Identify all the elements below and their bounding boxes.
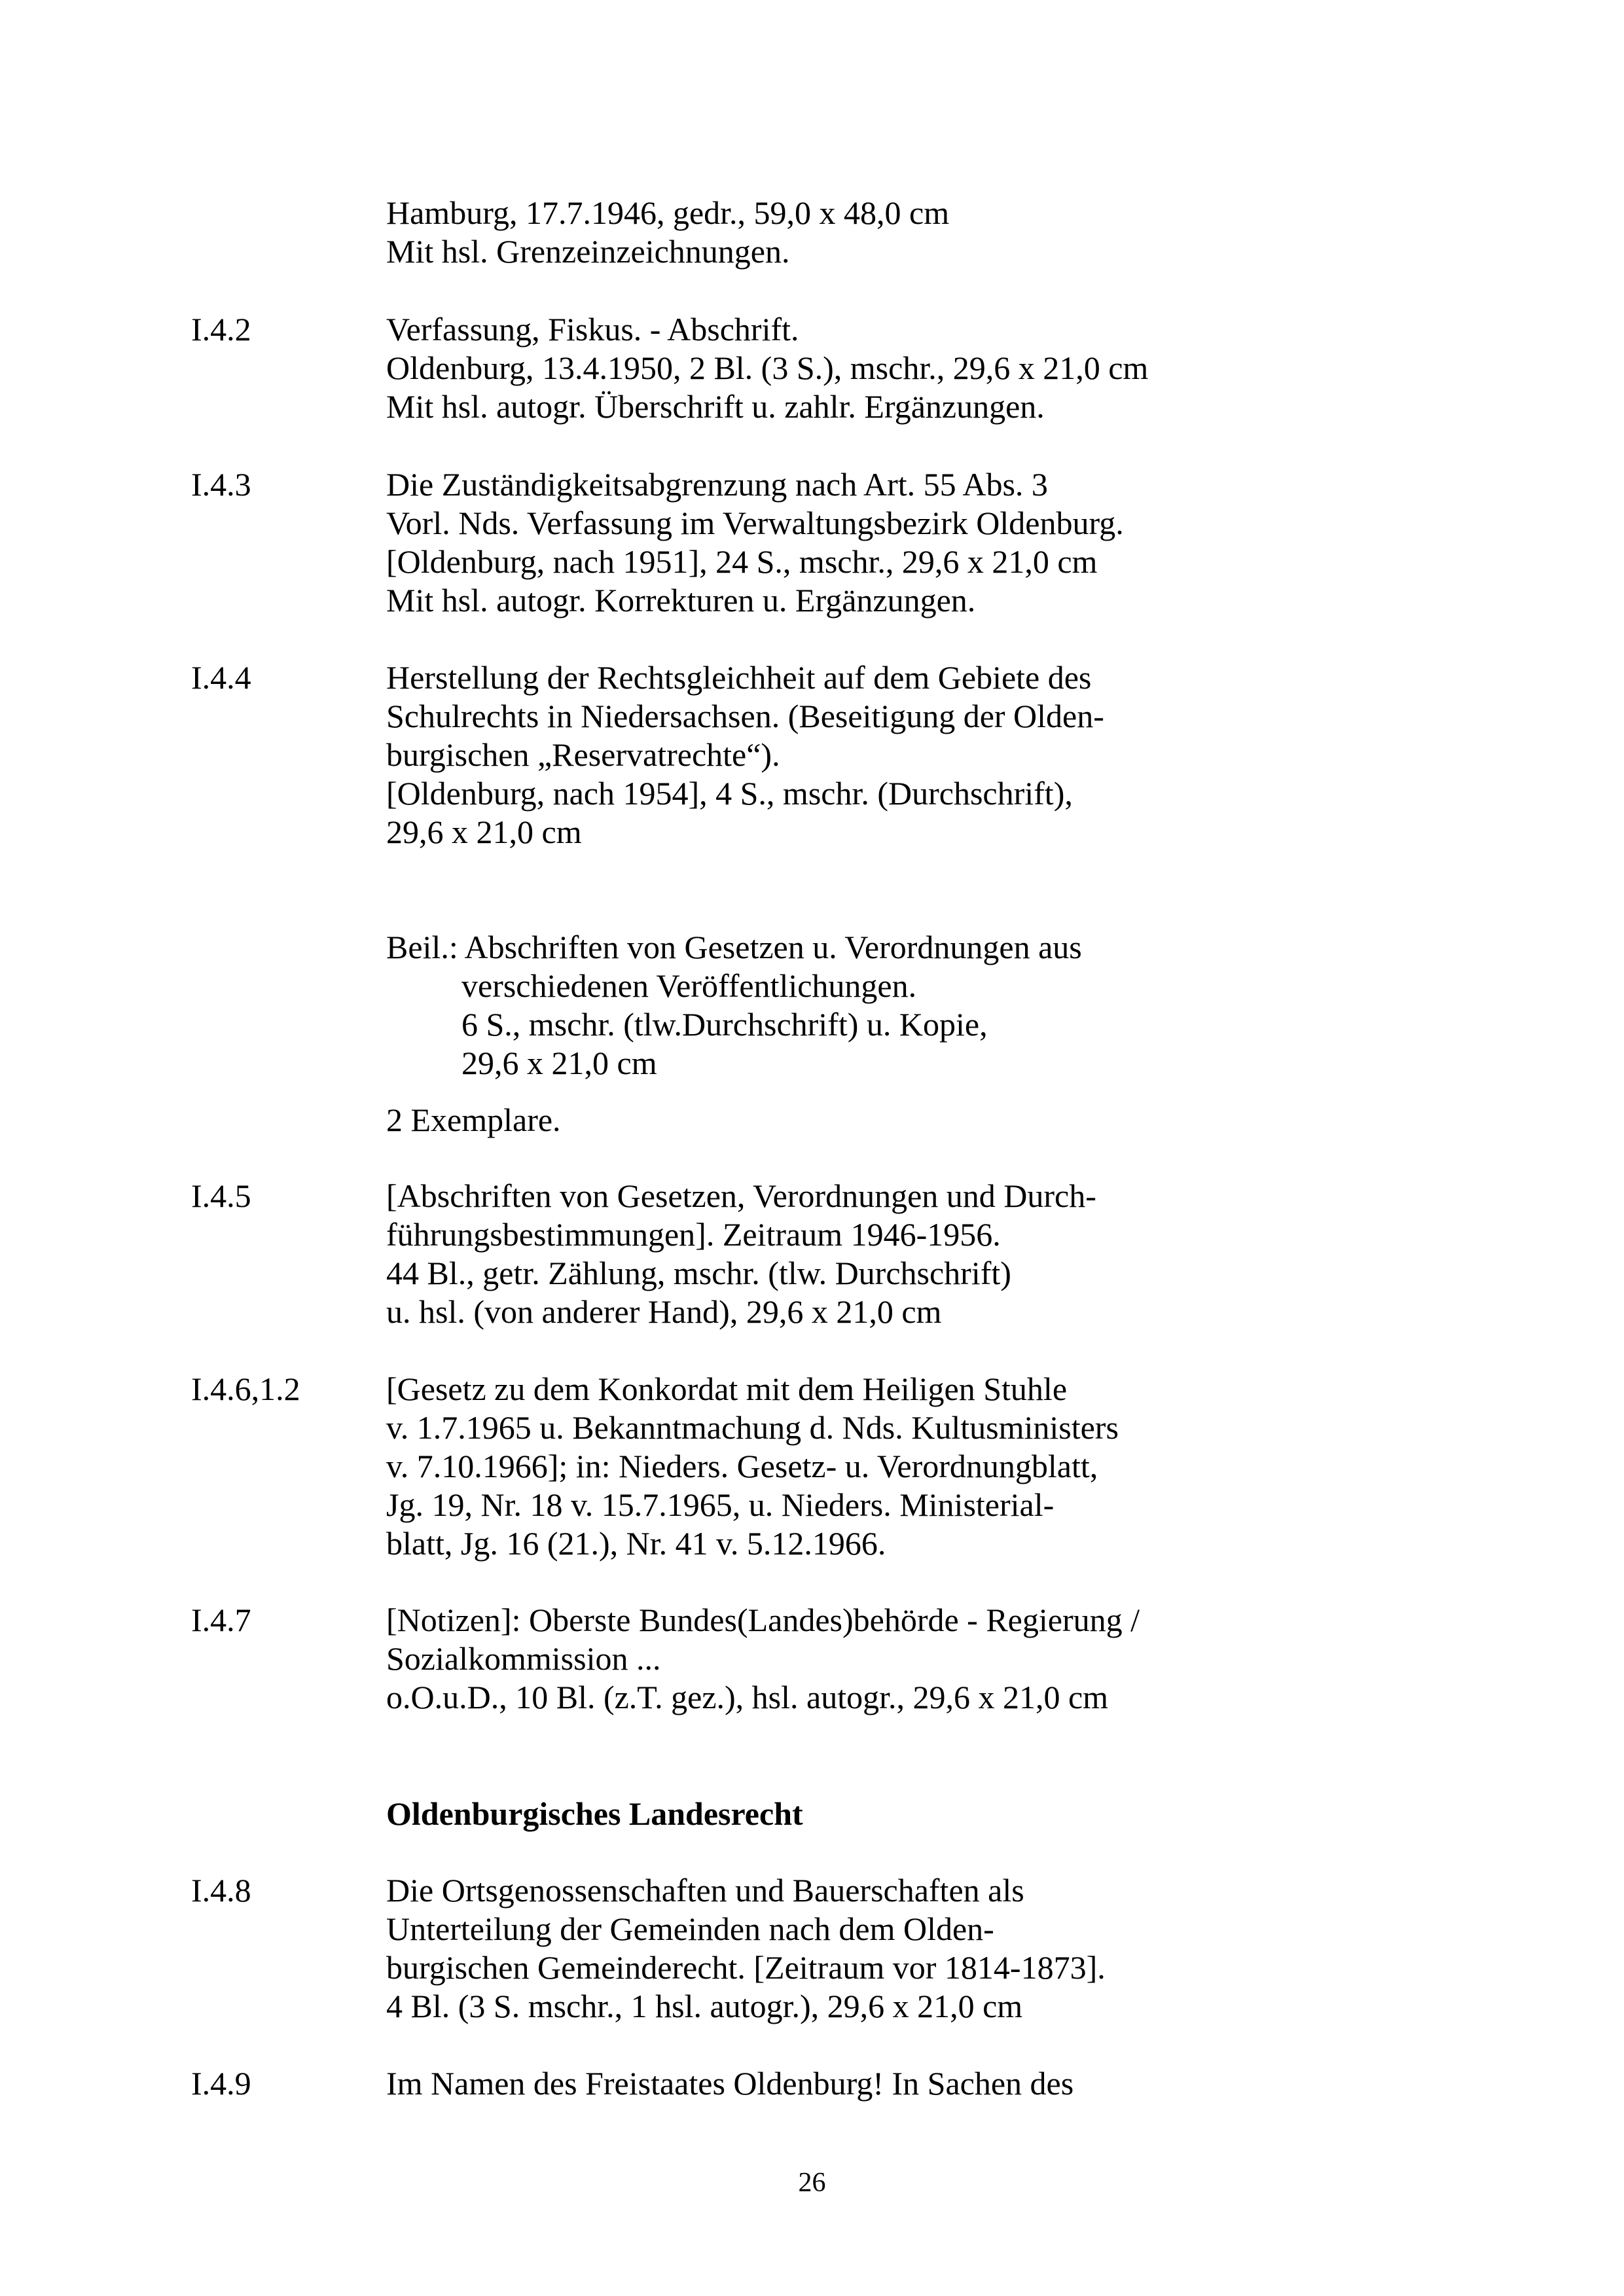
entry-id: I.4.9 xyxy=(191,2065,251,2102)
page-number: 26 xyxy=(798,2168,826,2198)
entry-text-line: Die Zuständigkeitsabgrenzung nach Art. 55 Abs. 3 xyxy=(386,466,1048,503)
entry-text-line: v. 7.10.1966]; in: Nieders. Gesetz- u. Verordnungblatt, xyxy=(386,1448,1098,1484)
entry-text-line: [Gesetz zu dem Konkordat mit dem Heiligen Stuhle xyxy=(386,1371,1068,1407)
copies-note: 2 Exemplare. xyxy=(386,1102,561,1138)
entry-text-line: u. hsl. (von anderer Hand), 29,6 x 21,0 cm xyxy=(386,1293,942,1330)
entry-text-line: Herstellung der Rechtsgleichheit auf dem Gebiete des xyxy=(386,659,1092,696)
section-heading: Oldenburgisches Landesrecht xyxy=(386,1795,803,1832)
enclosure-line: 29,6 x 21,0 cm xyxy=(461,1045,657,1081)
enclosure-line: Beil.: Abschriften von Gesetzen u. Verordnungen aus xyxy=(386,929,1082,965)
entry-id: I.4.3 xyxy=(191,466,251,503)
entry-text-line: führungsbestimmungen]. Zeitraum 1946-1956. xyxy=(386,1216,1001,1253)
entry-text-line: o.O.u.D., 10 Bl. (z.T. gez.), hsl. autogr., 29,6 x 21,0 cm xyxy=(386,1679,1109,1715)
entry-text-line: [Oldenburg, nach 1951], 24 S., mschr., 29,6 x 21,0 cm xyxy=(386,543,1098,580)
entry-id: I.4.2 xyxy=(191,311,251,348)
entry-text-line: Jg. 19, Nr. 18 v. 15.7.1965, u. Nieders. Ministerial- xyxy=(386,1486,1055,1523)
entry-text-line: v. 1.7.1965 u. Bekanntmachung d. Nds. Kultusministers xyxy=(386,1409,1119,1446)
entry-text-line: burgischen „Reservatrechte“). xyxy=(386,736,780,773)
entry-text-line: blatt, Jg. 16 (21.), Nr. 41 v. 5.12.1966. xyxy=(386,1525,886,1562)
entry-id: I.4.8 xyxy=(191,1872,251,1909)
entry-text-line: [Notizen]: Oberste Bundes(Landes)behörde - Regierung / xyxy=(386,1602,1140,1638)
entry-text-line: Mit hsl. Grenzeinzeichnungen. xyxy=(386,233,790,270)
entry-text-line: [Abschriften von Gesetzen, Verordnungen und Durch- xyxy=(386,1177,1096,1214)
entry-text-line: Sozialkommission ... xyxy=(386,1640,661,1677)
entry-text-line: 29,6 x 21,0 cm xyxy=(386,814,582,850)
entry-text-line: Verfassung, Fiskus. - Abschrift. xyxy=(386,311,799,348)
entry-text-line: Vorl. Nds. Verfassung im Verwaltungsbezirk Oldenburg. xyxy=(386,505,1124,541)
entry-text-line: Im Namen des Freistaates Oldenburg! In Sachen des xyxy=(386,2065,1074,2102)
entry-text-line: 44 Bl., getr. Zählung, mschr. (tlw. Durchschrift) xyxy=(386,1255,1011,1291)
entry-text-line: Mit hsl. autogr. Überschrift u. zahlr. Ergänzungen. xyxy=(386,388,1045,425)
entry-text-line: Mit hsl. autogr. Korrekturen u. Ergänzungen. xyxy=(386,582,976,619)
entry-id: I.4.5 xyxy=(191,1177,251,1214)
entry-text-line: Unterteilung der Gemeinden nach dem Olden- xyxy=(386,1910,994,1947)
entry-id: I.4.6,1.2 xyxy=(191,1371,300,1407)
enclosure-line: 6 S., mschr. (tlw.Durchschrift) u. Kopie, xyxy=(461,1006,988,1043)
entry-text-line: 4 Bl. (3 S. mschr., 1 hsl. autogr.), 29,6 x 21,0 cm xyxy=(386,1988,1023,2024)
entry-id: I.4.7 xyxy=(191,1602,251,1638)
entry-id: I.4.4 xyxy=(191,659,251,696)
entry-text-line: Die Ortsgenossenschaften und Bauerschaften als xyxy=(386,1872,1024,1909)
entry-text-line: Oldenburg, 13.4.1950, 2 Bl. (3 S.), mschr., 29,6 x 21,0 cm xyxy=(386,350,1149,386)
enclosure-line: verschiedenen Veröffentlichungen. xyxy=(461,967,917,1004)
entry-text-line: burgischen Gemeinderecht. [Zeitraum vor 1814-1873]. xyxy=(386,1949,1106,1986)
entry-text-line: Schulrechts in Niedersachsen. (Beseitigung der Olden- xyxy=(386,698,1104,734)
entry-text-line: Hamburg, 17.7.1946, gedr., 59,0 x 48,0 cm xyxy=(386,194,950,231)
entry-text-line: [Oldenburg, nach 1954], 4 S., mschr. (Durchschrift), xyxy=(386,775,1073,812)
